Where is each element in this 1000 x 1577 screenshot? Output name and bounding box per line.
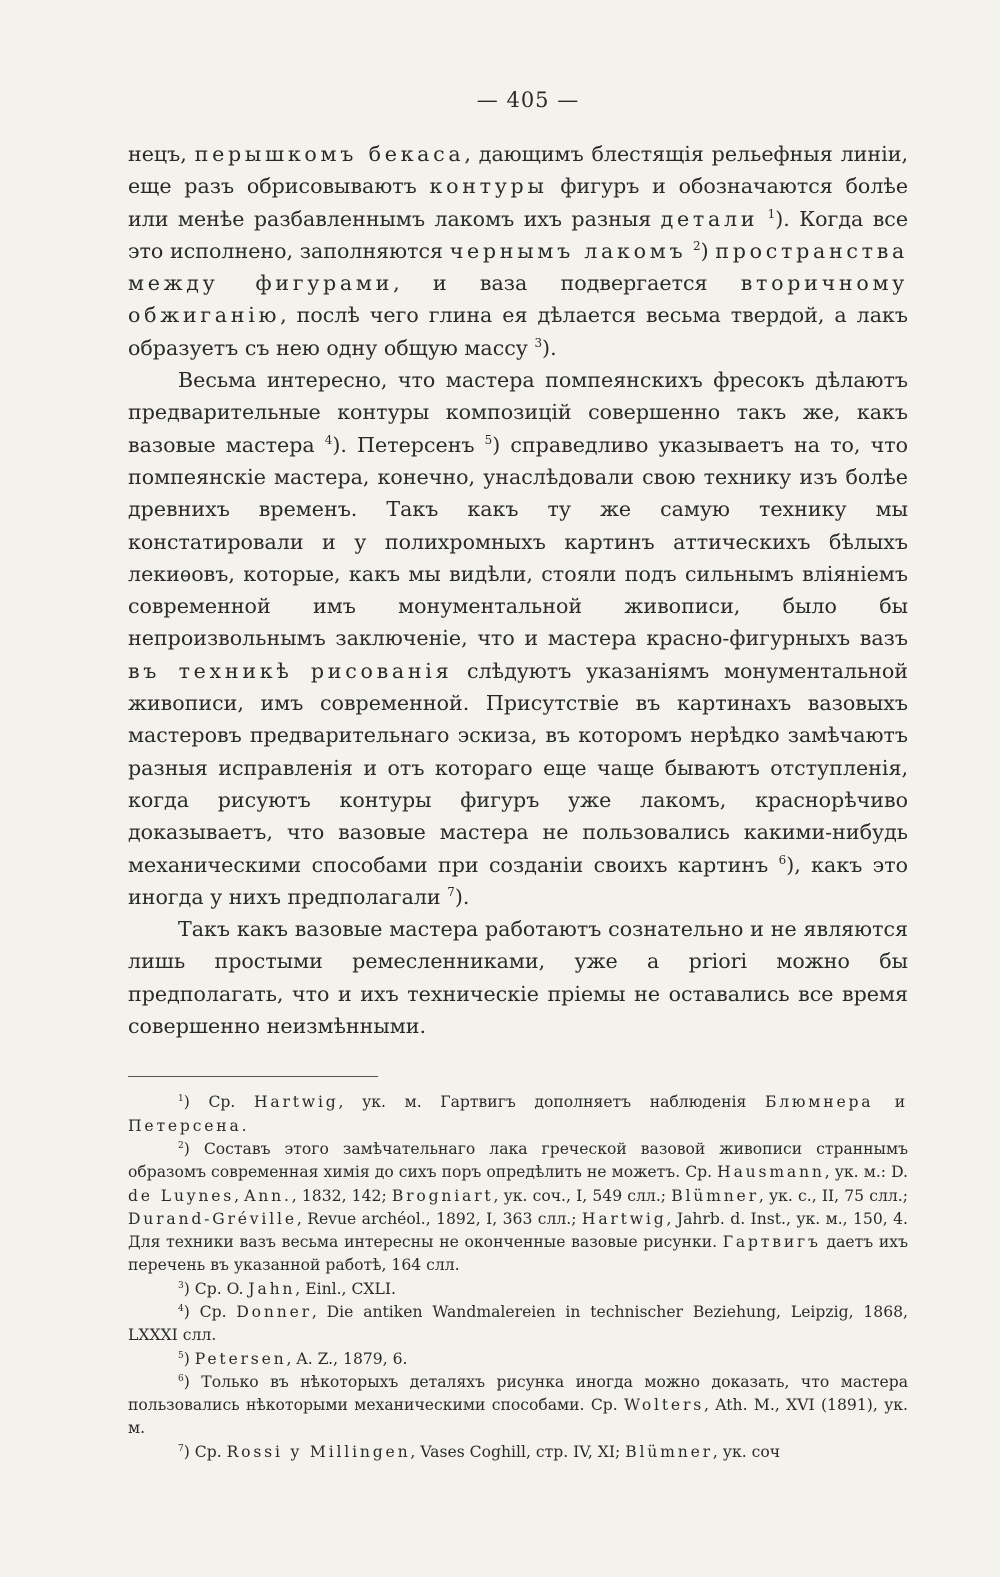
text-run: фигуръ и обозначаются болѣе или менѣе разбавленнымъ лакомъ ихъ разныя [128, 174, 909, 231]
footnote [128, 1091, 908, 1138]
spaced-text: Petersen [194, 1349, 287, 1368]
text-run: ) Ср. O. [183, 1279, 249, 1298]
text-run: , дающимъ блестящія рельефныя линіи, еще разъ обрисовываютъ [128, 142, 908, 199]
text-run: , 1832, 142; [291, 1186, 392, 1205]
text-run: ) Ср. [183, 1093, 254, 1112]
footnotes [128, 1091, 908, 1464]
text-run: ) справедливо указываетъ на то, что помпеянскіе мастера, конечно, унаслѣдовали свою технику изъ болѣе древнихъ временъ. Такъ какъ ту же самую технику мы констатировали и у полихромныхъ картинъ аттическихъ бѣлыхъ лекиѳовъ, которые, какъ мы видѣли, стояли подъ сильнымъ вліяніемъ современной имъ монументальной живописи, было бы непроизвольнымъ заключеніе, что и мастера красно-фигурныхъ вазъ [128, 432, 908, 651]
spaced-text: Блюмнера и Петерсена [128, 1093, 908, 1135]
text-run: , послѣ чего глина ея дѣлается весьма твердой, а лакъ образуетъ съ нею одну общую массу [128, 303, 908, 360]
text-run: , A. Z., 1879, 6. [286, 1349, 408, 1368]
main-text [128, 138, 908, 1042]
text-run [686, 239, 693, 263]
footnote [128, 1348, 908, 1371]
footnote-ref: 5 [484, 432, 493, 447]
text-run: даетъ ихъ перечень въ указанной работѣ, 164 слл. [128, 1233, 908, 1275]
text-run: , Jahrb. d. Inst., ук. м., 150, 4. Для техники вазъ весьма интересны не оконченные вазовые рисунки. [128, 1209, 908, 1252]
text-run: нецъ, [128, 142, 195, 166]
footnote-ref: 7 [178, 1443, 184, 1454]
text-run: ) Составъ этого замѣчательнаго лака греческой вазовой живописи страннымъ образомъ современная химія до сихъ поръ опредѣлить не можетъ. Ср. [128, 1139, 908, 1182]
spaced-text: Ann. [244, 1186, 292, 1205]
page-number: — 405 — [476, 88, 580, 112]
text-run: ), какъ это иногда у нихъ предполагали [128, 852, 908, 909]
text-run: ). [542, 335, 557, 360]
spaced-text: Hartwig [581, 1209, 667, 1228]
footnote-ref: 4 [178, 1303, 184, 1314]
text-run: , Einl., CXLI. [295, 1279, 396, 1298]
text-run: ) [183, 1349, 195, 1368]
text-run: , ук. с., II, 75 слл.; [758, 1186, 908, 1205]
footnote [128, 1138, 908, 1278]
spaced-text: Wolters [624, 1396, 705, 1415]
text-run: , ук. м.: D. [824, 1163, 908, 1182]
footnote-divider [128, 1076, 378, 1077]
spaced-text: Гартвигъ [722, 1233, 821, 1252]
text-run: , ук. соч [712, 1442, 781, 1461]
footnote-ref: 5 [178, 1350, 184, 1361]
spaced-text: Donner [236, 1302, 312, 1321]
spaced-text: Brogniart [391, 1186, 494, 1205]
footnote-ref: 6 [778, 852, 787, 867]
footnote-ref: 3 [534, 335, 543, 350]
spaced-text: Hausmann [717, 1163, 825, 1182]
text-run: , Revue archéol., 1892, I, 363 слл.; [296, 1209, 582, 1228]
text-run: , ук. м. Гартвигъ дополняетъ наблюденія [338, 1093, 765, 1112]
text-run: ) Ср. [183, 1302, 237, 1321]
spaced-text: Blümner [671, 1186, 759, 1205]
footnote-ref: 1 [767, 206, 776, 221]
footnote-ref: 3 [178, 1280, 184, 1291]
paragraph [128, 364, 908, 913]
text-run: ) Ср. [183, 1442, 227, 1461]
text-run: ). Петерсенъ [332, 432, 485, 457]
footnote [128, 1371, 908, 1441]
footnote-ref: 6 [178, 1373, 184, 1384]
footnote [128, 1278, 908, 1301]
spaced-text: Jahn [248, 1279, 296, 1298]
spaced-text: вторичному обжиганію [128, 271, 908, 328]
paragraph [128, 138, 908, 364]
spaced-text: Durand-Gréville [128, 1209, 297, 1228]
footnote-ref: 4 [324, 432, 333, 447]
text-run [758, 207, 767, 231]
spaced-text: перышкомъ бекаса [194, 142, 465, 166]
spaced-text: Hartwig [253, 1093, 339, 1112]
footnote [128, 1301, 908, 1348]
text-run: слѣдуютъ указаніямъ монументальной живописи, имъ современной. Присутствіе въ картинахъ вазовыхъ мастеровъ предварительнаго эскиза, въ которомъ нерѣдко замѣчаютъ разныя исправленія и отъ котораго еще чаще бываютъ отступленія, когда рисуютъ контуры фигуръ уже лакомъ, краснорѣчиво доказываетъ, что вазовые мастера не пользовались какими-нибудь механическими способами при созданіи своихъ картинъ [128, 658, 908, 877]
text-run: , [234, 1186, 245, 1205]
text-run: Весьма интересно, что мастера помпеянскихъ фресокъ дѣлаютъ предварительные контуры композицій совершенно такъ же, какъ вазовые мастера [128, 368, 908, 457]
spaced-text: въ техникѣ рисованія [128, 658, 453, 683]
paragraph [128, 913, 908, 1042]
text-run: , Ath. M., XVI (1891), ук. м. [128, 1396, 908, 1438]
text-run: ) [700, 238, 716, 263]
spaced-text: пространства между фигурами [128, 238, 909, 296]
spaced-text: детали [660, 206, 759, 231]
text-run: , ук. соч., I, 549 слл.; [493, 1186, 672, 1205]
text-run: , Vases Coghill, стр. IV, XI; [410, 1442, 626, 1461]
spaced-text: Rossi y Millingen [226, 1442, 411, 1461]
text-run: ). [454, 884, 470, 909]
footnote-ref: 2 [692, 239, 701, 254]
text-run: Такъ какъ вазовые мастера работаютъ сознательно и не являются лишь простыми ремесленниками, уже a priori можно бы предполагать, что и ихъ техническіе пріемы не оставались все время совершенно неизмѣнными. [128, 917, 908, 1039]
spaced-text: Blümner [625, 1442, 713, 1461]
footnote-ref: 7 [447, 884, 455, 899]
spaced-text: контуры [429, 174, 548, 199]
text-run: ) Только въ нѣкоторыхъ деталяхъ рисунка иногда можно доказать, что мастера пользовались нѣкоторыми механическими способами. Ср. [128, 1372, 908, 1415]
footnote-ref: 2 [178, 1140, 184, 1151]
spaced-text: de Luynes [128, 1186, 235, 1205]
spaced-text: чернымъ лакомъ [449, 238, 687, 263]
footnote-ref: 1 [178, 1094, 184, 1105]
text-run: . [241, 1116, 247, 1135]
footnote [128, 1441, 908, 1464]
text-run: , Die antiken Wandmalereien in technischer Beziehung, Leipzig, 1868, LXXXI слл. [128, 1302, 908, 1345]
text-run: ). Когда все это исполнено, заполняются [128, 206, 909, 263]
text-run: , и ваза подвергается [393, 271, 741, 296]
